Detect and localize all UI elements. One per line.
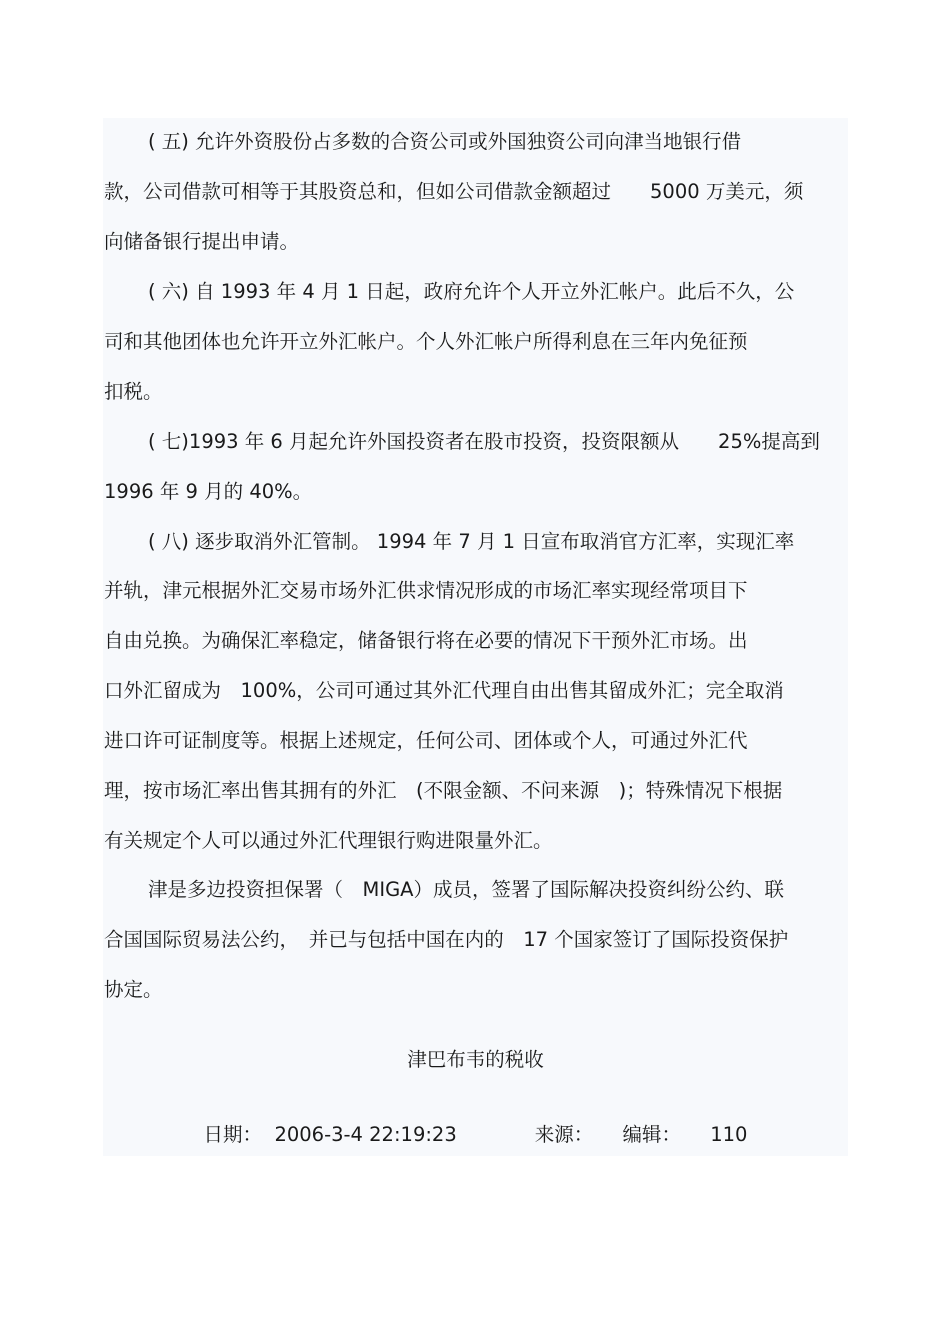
article-meta: 日期： 2006-3-4 22:19:23 来源： 编辑： 110: [203, 1123, 748, 1146]
paragraph-1-line-3: 向储备银行提出申请。: [104, 230, 300, 253]
paragraph-3-line-1: ( 七)1993 年 6 月起允许外国投资者在股市投资，投资限额从 25%提高到: [148, 430, 820, 453]
paragraph-2-line-2: 司和其他团体也允许开立外汇帐户。个人外汇帐户所得利息在三年内免征预: [104, 330, 748, 353]
paragraph-4-line-2: 并轨，津元根据外汇交易市场外汇供求情况形成的市场汇率实现经常项目下: [104, 579, 748, 602]
paragraph-4-line-6: 理，按市场汇率出售其拥有的外汇 (不限金额、不问来源 )；特殊情况下根据: [104, 779, 783, 802]
paragraph-5-line-1: 津是多边投资担保署（ MIGA）成员，签署了国际解决投资纠纷公约、联: [148, 878, 785, 901]
paragraph-4-line-7: 有关规定个人可以通过外汇代理银行购进限量外汇。: [104, 829, 553, 852]
paragraph-4-line-5: 进口许可证制度等。根据上述规定，任何公司、团体或个人，可通过外汇代: [104, 729, 748, 752]
article-title: 津巴布韦的税收: [407, 1048, 544, 1071]
paragraph-2-line-3: 扣税。: [104, 380, 163, 403]
paragraph-2-line-1: ( 六) 自 1993 年 4 月 1 日起，政府允许个人开立外汇帐户。此后不久，公: [148, 280, 795, 303]
paragraph-4-line-3: 自由兑换。为确保汇率稳定，储备银行将在必要的情况下干预外汇市场。出: [104, 629, 748, 652]
paragraph-5-line-2: 合国国际贸易法公约， 并已与包括中国在内的 17 个国家签订了国际投资保护: [104, 928, 789, 951]
paragraph-5-line-3: 协定。: [104, 978, 163, 1001]
paragraph-4-line-1: ( 八) 逐步取消外汇管制。 1994 年 7 月 1 日宣布取消官方汇率，实现汇率: [148, 530, 795, 553]
paragraph-4-line-4: 口外汇留成为 100%，公司可通过其外汇代理自由出售其留成外汇；完全取消: [104, 679, 784, 702]
paragraph-1-line-2: 款，公司借款可相等于其股资总和，但如公司借款金额超过 5000 万美元，须: [104, 180, 804, 203]
paragraph-3-line-2: 1996 年 9 月的 40%。: [104, 480, 313, 503]
paragraph-1-line-1: ( 五) 允许外资股份占多数的合资公司或外国独资公司向津当地银行借: [148, 130, 742, 153]
